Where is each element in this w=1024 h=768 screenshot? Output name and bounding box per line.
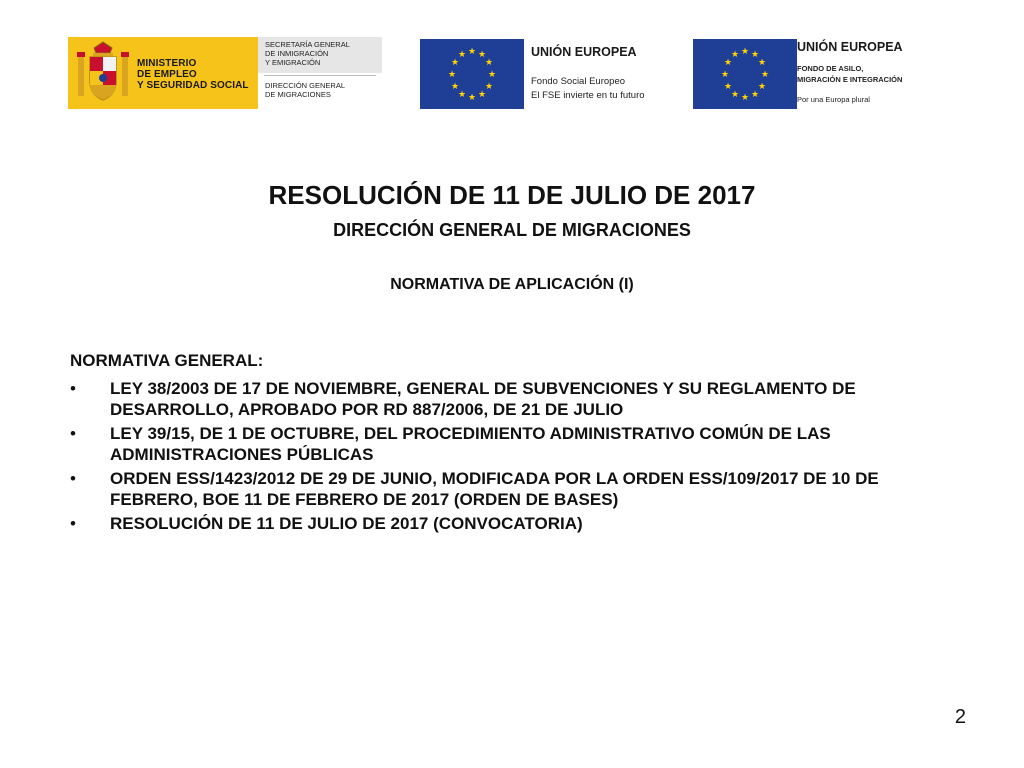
- list-item-text: RESOLUCIÓN DE 11 DE JULIO DE 2017 (CONVOCATORIA): [110, 514, 583, 533]
- list-item: [70, 468, 960, 510]
- secretaria-line: Y EMIGRACIÓN: [265, 58, 321, 67]
- svg-text:★: ★: [484, 82, 494, 92]
- svg-text:★: ★: [450, 82, 460, 92]
- page-subtitle: DIRECCIÓN GENERAL DE MIGRACIONES: [333, 220, 691, 240]
- list-item-text: LEY 38/2003 DE 17 DE NOVIEMBRE, GENERAL DE SUBVENCIONES Y SU REGLAMENTO DE DESARROLLO, APROBADO POR RD 887/2006, DE 21 DE JULIO: [110, 379, 856, 419]
- svg-text:★: ★: [447, 70, 457, 80]
- eu-fami-fund-line2: MIGRACIÓN E INTEGRACIÓN: [797, 75, 903, 84]
- svg-text:★: ★: [750, 50, 760, 60]
- normativa-label: NORMATIVA GENERAL:: [70, 351, 264, 370]
- eu-flag-icon: [693, 39, 797, 109]
- normativa-list: [70, 378, 960, 537]
- svg-text:★: ★: [723, 58, 733, 68]
- ministerio-name: MINISTERIO DE EMPLEO Y SEGURIDAD SOCIAL: [137, 58, 249, 91]
- svg-text:★: ★: [740, 47, 750, 57]
- svg-text:★: ★: [723, 82, 733, 92]
- svg-text:★: ★: [740, 93, 750, 103]
- eu-fse-fund: Fondo Social Europeo: [531, 76, 626, 87]
- direccion-line: DIRECCIÓN GENERAL: [265, 81, 346, 90]
- svg-text:★: ★: [484, 58, 494, 68]
- svg-text:★: ★: [720, 70, 730, 80]
- svg-text:★: ★: [457, 50, 467, 60]
- svg-text:★: ★: [487, 70, 497, 80]
- divider: [264, 75, 376, 76]
- eu-flag-icon: [420, 39, 524, 109]
- bullet-icon: •: [70, 424, 76, 443]
- svg-text:★: ★: [760, 70, 770, 80]
- secretaria-line: SECRETARÍA GENERAL: [265, 40, 350, 49]
- list-item: [70, 378, 960, 420]
- svg-text:★: ★: [757, 82, 767, 92]
- section-heading: NORMATIVA DE APLICACIÓN (I): [390, 276, 634, 293]
- eu-fami-title: UNIÓN EUROPEA: [797, 40, 903, 54]
- svg-text:★: ★: [750, 90, 760, 100]
- list-item-text: LEY 39/15, DE 1 DE OCTUBRE, DEL PROCEDIMIENTO ADMINISTRATIVO COMÚN DE LAS ADMINISTRACIONES PÚBLICAS: [110, 424, 831, 464]
- bullet-icon: •: [70, 379, 76, 398]
- bullet-icon: •: [70, 469, 76, 488]
- page-title: RESOLUCIÓN DE 11 DE JULIO DE 2017: [268, 180, 756, 210]
- svg-text:★: ★: [757, 58, 767, 68]
- svg-text:★: ★: [477, 50, 487, 60]
- eu-fami-fund-line1: FONDO DE ASILO,: [797, 64, 864, 73]
- bullet-icon: •: [70, 514, 76, 533]
- svg-text:★: ★: [450, 58, 460, 68]
- svg-text:★: ★: [467, 93, 477, 103]
- svg-text:★: ★: [457, 90, 467, 100]
- svg-text:★: ★: [467, 47, 477, 57]
- direccion-line: DE MIGRACIONES: [265, 90, 331, 99]
- eu-fse-slogan: El FSE invierte en tu futuro: [531, 90, 645, 101]
- svg-text:★: ★: [477, 90, 487, 100]
- page-number: 2: [954, 706, 966, 728]
- list-item: [70, 423, 960, 465]
- coat-of-arms-icon: [76, 40, 130, 106]
- list-item: [70, 513, 960, 534]
- svg-text:★: ★: [730, 90, 740, 100]
- eu-fse-title: UNIÓN EUROPEA: [531, 45, 637, 59]
- secretaria-line: DE INMIGRACIÓN: [265, 49, 329, 58]
- svg-text:★: ★: [730, 50, 740, 60]
- list-item-text: ORDEN ESS/1423/2012 DE 29 DE JUNIO, MODIFICADA POR LA ORDEN ESS/109/2017 DE 10 DE FEBRERO, BOE 11 DE FEBRERO DE 2017 (ORDEN DE BASES): [110, 469, 879, 509]
- eu-fami-slogan: Por una Europa plural: [797, 95, 870, 104]
